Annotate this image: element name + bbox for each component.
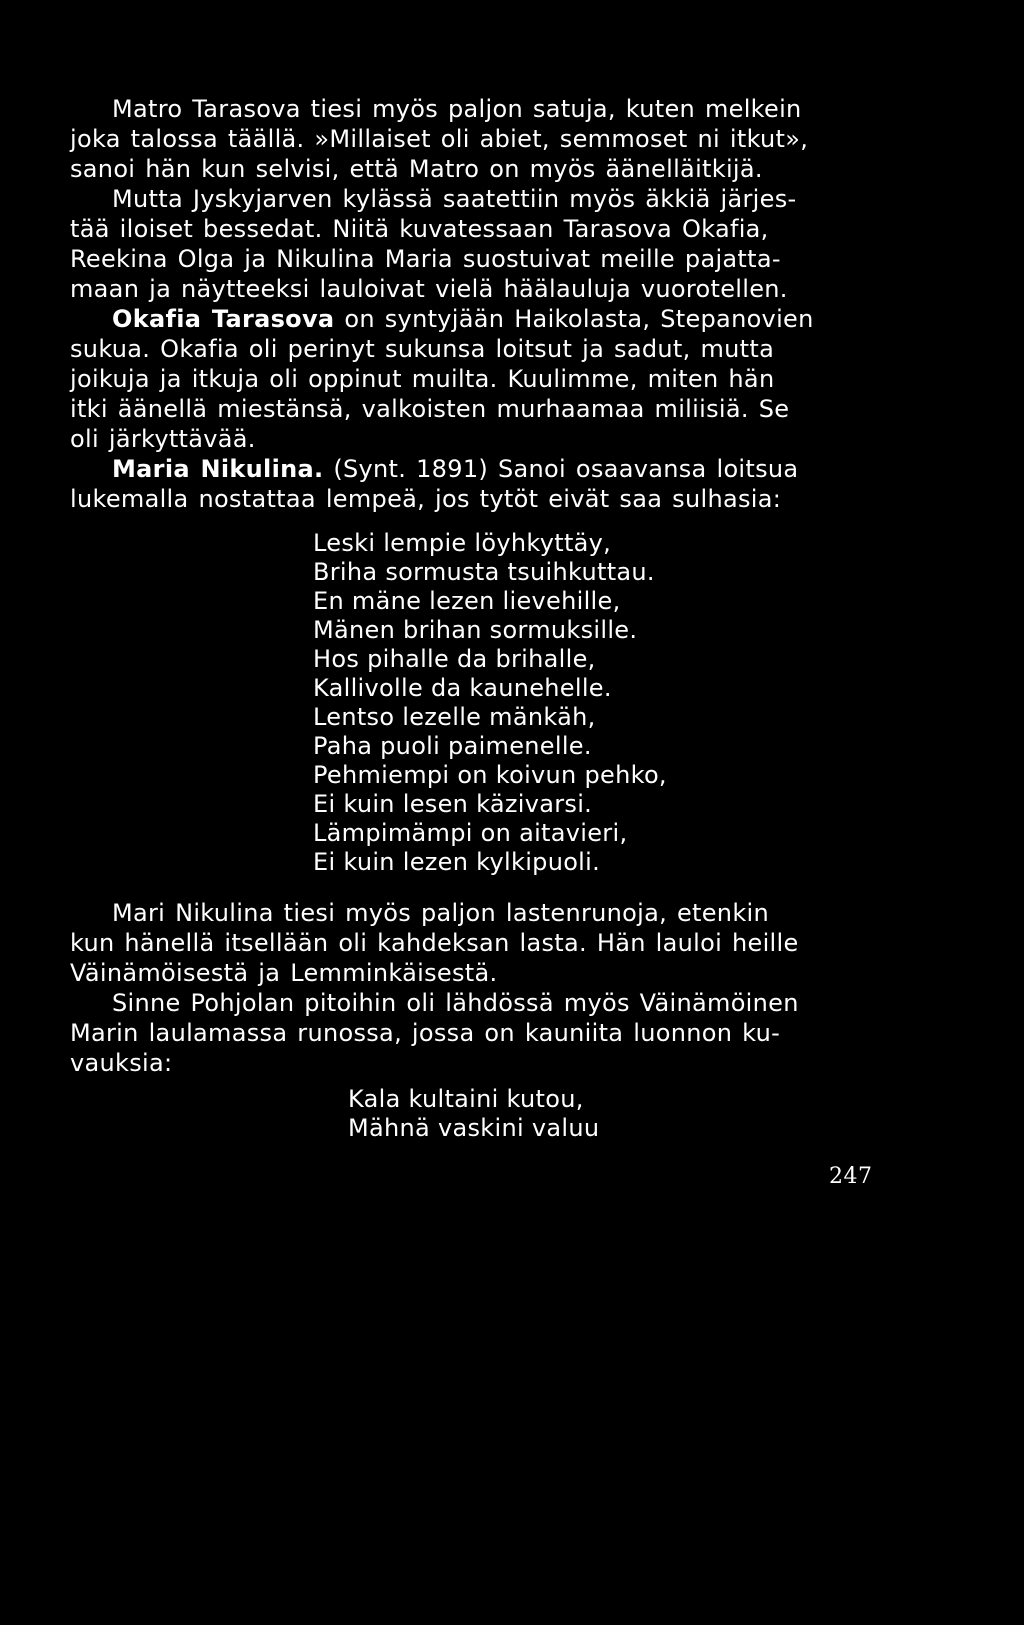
- verse-line: Ei kuin lezen kylkipuoli.: [313, 848, 601, 876]
- page-number: 247: [829, 1164, 873, 1189]
- text-line: vauksia:: [70, 1049, 173, 1077]
- verse-line: En mäne lezen lievehille,: [313, 587, 621, 615]
- text-line: [112, 454, 870, 484]
- verse-line: Mänen brihan sormuksille.: [313, 616, 638, 644]
- text-line: lukemalla nostattaa lempeä, jos tytöt eivät saa sulhasia:: [70, 485, 782, 513]
- text-line: Marin laulamassa runossa, jossa on kauniita luonnon ku-: [70, 1019, 781, 1047]
- person-name: Okafia Tarasova: [112, 305, 335, 333]
- text-line: sanoi hän kun selvisi, että Matro on myös äänelläitkijä.: [70, 155, 763, 183]
- text-line: joka talossa täällä. »Millaiset oli abiet, semmoset ni itkut»,: [70, 125, 809, 153]
- text-line: Väinämöisestä ja Lemminkäisestä.: [70, 959, 498, 987]
- text-line: maan ja näytteeksi lauloivat vielä häälauluja vuorotellen.: [70, 275, 788, 303]
- text-line: Mutta Jyskyjarven kylässä saatettiin myös äkkiä järjes-: [112, 185, 797, 213]
- verse-line: Mähnä vaskini valuu: [348, 1114, 600, 1142]
- verse-line: Leski lempie löyhkyttäy,: [313, 529, 612, 557]
- text-line: Mari Nikulina tiesi myös paljon lastenrunoja, etenkin: [112, 899, 769, 927]
- verse-line: Ei kuin lesen käzivarsi.: [313, 790, 593, 818]
- verse-line: Lentso lezelle mänkäh,: [313, 703, 596, 731]
- person-name: Maria Nikulina.: [112, 455, 324, 483]
- verse-line: Briha sormusta tsuihkuttau.: [313, 558, 655, 586]
- verse-line: Hos pihalle da brihalle,: [313, 645, 596, 673]
- text-line: joikuja ja itkuja oli oppinut muilta. Kuulimme, miten hän: [70, 365, 775, 393]
- text-line: [112, 304, 870, 334]
- text-line: Sinne Pohjolan pitoihin oli lähdössä myös Väinämöinen: [112, 989, 799, 1017]
- verse-line: Pehmiempi on koivun pehko,: [313, 761, 667, 789]
- verse-line: Kala kultaini kutou,: [348, 1085, 584, 1113]
- verse-line: Kallivolle da kaunehelle.: [313, 674, 612, 702]
- text-line: Matro Tarasova tiesi myös paljon satuja, kuten melkein: [112, 95, 802, 123]
- text-line: tää iloiset bessedat. Niitä kuvatessaan Tarasova Okafia,: [70, 215, 769, 243]
- text-line: oli järkyttävää.: [70, 425, 256, 453]
- text-line: Reekina Olga ja Nikulina Maria suostuivat meille pajatta-: [70, 245, 781, 273]
- text-line: kun hänellä itsellään oli kahdeksan lasta. Hän lauloi heille: [70, 929, 799, 957]
- text-line: sukua. Okafia oli perinyt sukunsa loitsut ja sadut, mutta: [70, 335, 775, 363]
- text-span: on syntyjään Haikolasta, Stepanovien: [334, 305, 814, 333]
- text-line: itki äänellä miestänsä, valkoisten murhaamaa miliisiä. Se: [70, 395, 790, 423]
- verse-line: Lämpimämpi on aitavieri,: [313, 819, 628, 847]
- verse-line: Paha puoli paimenelle.: [313, 732, 592, 760]
- text-span: (Synt. 1891) Sanoi osaavansa loitsua: [323, 455, 799, 483]
